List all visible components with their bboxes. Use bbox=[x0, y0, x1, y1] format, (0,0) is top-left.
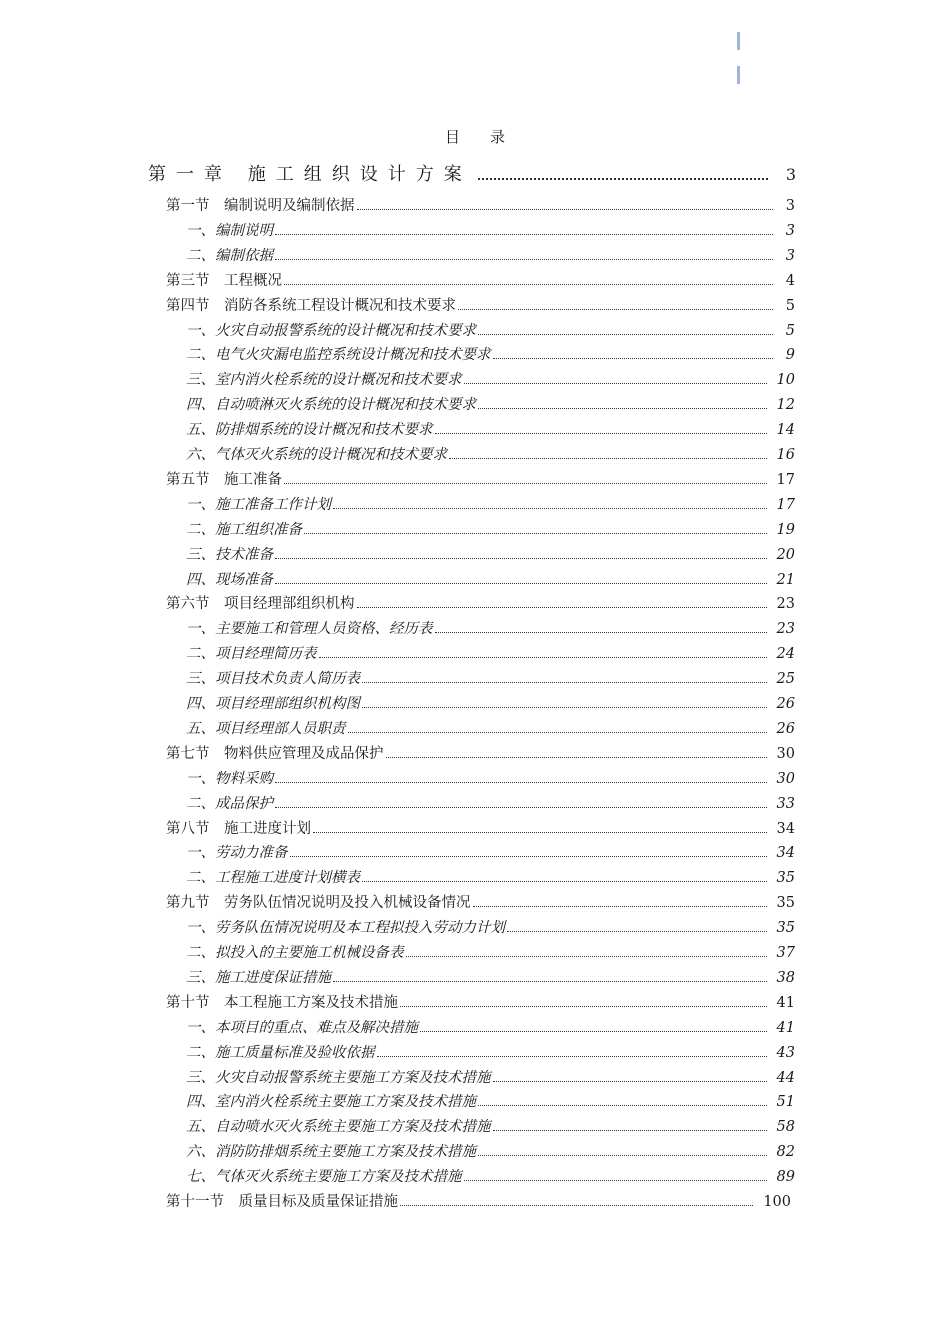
toc-leader-dots bbox=[478, 334, 773, 335]
toc-entry-label: 第九节 劳务队伍情况说明及投入机械设备情况 bbox=[166, 895, 471, 912]
toc-subsection-entry[interactable] bbox=[186, 219, 795, 243]
toc-leader-dots bbox=[507, 931, 767, 932]
toc-subsection-entry[interactable] bbox=[186, 617, 795, 641]
toc-entry-page: 82 bbox=[776, 1144, 795, 1161]
toc-section-entry[interactable] bbox=[166, 891, 795, 915]
toc-entry-label: 二、拟投入的主要施工机械设备表 bbox=[186, 945, 404, 961]
toc-entry-label: 二、电气火灾漏电监控系统设计概况和技术要求 bbox=[186, 347, 491, 364]
toc-entry-page: 3 bbox=[785, 247, 795, 264]
toc-entry-page: 9 bbox=[785, 347, 795, 364]
toc-leader-dots bbox=[348, 732, 767, 733]
toc-entry-label: 六、消防防排烟系统主要施工方案及技术措施 bbox=[186, 1144, 476, 1161]
toc-leader-dots bbox=[275, 782, 767, 783]
toc-entry-page: 100 bbox=[763, 1194, 791, 1210]
toc-entry-label: 第七节 物料供应管理及成品保护 bbox=[166, 745, 384, 762]
toc-title: 目录 bbox=[444, 128, 535, 146]
toc-subsection-entry[interactable] bbox=[186, 841, 795, 865]
toc-entry-label: 五、项目经理部人员职责 bbox=[186, 720, 346, 737]
toc-entry-label: 四、项目经理部组织机构图 bbox=[186, 696, 360, 712]
toc-entry-page: 58 bbox=[776, 1119, 795, 1136]
toc-entry-page: 3 bbox=[785, 222, 795, 239]
toc-entry-page: 23 bbox=[776, 596, 795, 613]
toc-leader-dots bbox=[275, 807, 767, 808]
toc-subsection-entry[interactable] bbox=[186, 443, 795, 467]
toc-subsection-entry[interactable] bbox=[186, 1066, 795, 1090]
toc-leader-dots bbox=[406, 956, 767, 957]
toc-entry-label: 一、劳动力准备 bbox=[186, 845, 288, 862]
toc-entry-page: 35 bbox=[776, 920, 795, 937]
toc-leader-dots bbox=[435, 632, 767, 633]
toc-entry-label: 三、火灾自动报警系统主要施工方案及技术措施 bbox=[186, 1069, 491, 1086]
toc-entry-label: 四、现场准备 bbox=[186, 571, 273, 588]
toc-section-entry[interactable] bbox=[166, 817, 795, 841]
toc-entry-label: 二、编制依据 bbox=[186, 247, 273, 264]
toc-entry-label: 第五节 施工准备 bbox=[166, 471, 282, 488]
toc-entry-page: 5 bbox=[785, 322, 795, 339]
toc-entry-page: 35 bbox=[776, 895, 795, 912]
toc-section-entry[interactable] bbox=[166, 294, 795, 318]
toc-entry-page: 43 bbox=[776, 1044, 795, 1061]
toc-subsection-entry[interactable] bbox=[186, 792, 795, 816]
toc-entry-label: 一、施工准备工作计划 bbox=[186, 496, 331, 513]
toc-entry-label: 第三节 工程概况 bbox=[166, 272, 282, 289]
toc-leader-dots bbox=[377, 1056, 767, 1057]
toc-entry-page: 34 bbox=[776, 845, 795, 862]
toc-entry-label: 第十节 本工程施工方案及技术措施 bbox=[166, 994, 398, 1011]
toc-entry-label: 二、施工质量标准及验收依据 bbox=[186, 1044, 375, 1061]
toc-leader-dots bbox=[357, 209, 774, 210]
toc-entry-page: 89 bbox=[776, 1169, 795, 1186]
toc-chapter-entry[interactable] bbox=[148, 160, 796, 186]
toc-entry-label: 二、工程施工进度计划横表 bbox=[186, 870, 360, 887]
toc-entry-label: 二、项目经理简历表 bbox=[186, 646, 317, 663]
toc-subsection-entry[interactable] bbox=[186, 941, 795, 965]
toc-subsection-entry[interactable] bbox=[186, 493, 795, 517]
toc-leader-dots bbox=[362, 682, 767, 683]
toc-entry-label: 五、自动喷水灭火系统主要施工方案及技术措施 bbox=[186, 1119, 491, 1136]
toc-entry-label: 七、气体灭火系统主要施工方案及技术措施 bbox=[186, 1169, 462, 1186]
toc-entry-page: 10 bbox=[776, 372, 795, 389]
toc-section-entry[interactable] bbox=[166, 194, 795, 218]
toc-leader-dots bbox=[493, 358, 774, 359]
toc-subsection-entry[interactable] bbox=[186, 642, 795, 666]
toc-entry-label: 二、施工组织准备 bbox=[186, 521, 302, 538]
toc-subsection-entry[interactable] bbox=[186, 244, 795, 268]
decorative-mark-bottom bbox=[737, 66, 740, 84]
toc-leader-dots bbox=[464, 1180, 767, 1181]
toc-leader-dots bbox=[493, 1081, 767, 1082]
toc-entry-page: 26 bbox=[776, 696, 795, 712]
toc-leader-dots bbox=[458, 309, 773, 310]
toc-leader-dots bbox=[362, 707, 767, 708]
toc-entry-label: 四、自动喷淋灭火系统的设计概况和技术要求 bbox=[186, 397, 476, 414]
toc-entry-label: 六、气体灭火系统的设计概况和技术要求 bbox=[186, 447, 447, 463]
toc-subsection-entry[interactable] bbox=[186, 866, 795, 890]
toc-subsection-entry[interactable] bbox=[186, 692, 795, 716]
decorative-mark-top bbox=[737, 32, 740, 50]
toc-leader-dots bbox=[362, 881, 767, 882]
toc-entry-page: 41 bbox=[776, 994, 795, 1011]
toc-section-entry[interactable] bbox=[166, 269, 795, 293]
toc-leader-dots bbox=[478, 408, 767, 409]
toc-subsection-entry[interactable] bbox=[186, 1165, 795, 1189]
toc-entry-page: 26 bbox=[776, 720, 795, 737]
toc-entry-label: 三、室内消火栓系统的设计概况和技术要求 bbox=[186, 372, 462, 389]
toc-entry-label: 五、防排烟系统的设计概况和技术要求 bbox=[186, 422, 433, 439]
toc-entry-page: 20 bbox=[776, 546, 795, 563]
toc-leader-dots bbox=[478, 1155, 767, 1156]
toc-leader-dots bbox=[493, 1130, 767, 1131]
toc-subsection-entry[interactable] bbox=[186, 767, 795, 791]
toc-subsection-entry[interactable] bbox=[186, 418, 795, 442]
toc-leader-dots bbox=[304, 533, 767, 534]
toc-entry-page: 17 bbox=[776, 471, 795, 488]
toc-entry-page: 51 bbox=[776, 1094, 795, 1111]
toc-entry-page: 3 bbox=[785, 198, 795, 214]
toc-leader-dots bbox=[333, 508, 767, 509]
toc-entry-label: 一、主要施工和管理人员资格、经历表 bbox=[186, 621, 433, 638]
toc-entry-page: 14 bbox=[776, 422, 795, 439]
toc-entry-label: 二、成品保护 bbox=[186, 795, 273, 812]
toc-chapter-page: 3 bbox=[785, 165, 796, 184]
toc-subsection-entry[interactable] bbox=[186, 1115, 795, 1139]
toc-entry-page: 41 bbox=[776, 1019, 795, 1036]
toc-entry-page: 5 bbox=[785, 297, 795, 314]
toc-leader-dots bbox=[478, 1105, 767, 1106]
toc-entry-label: 三、施工进度保证措施 bbox=[186, 969, 331, 986]
toc-entry-label: 一、编制说明 bbox=[186, 222, 273, 239]
toc-leader-dots bbox=[275, 259, 773, 260]
toc-leader-dots bbox=[313, 832, 767, 833]
toc-entry-label: 一、火灾自动报警系统的设计概况和技术要求 bbox=[186, 322, 476, 339]
toc-entry-page: 12 bbox=[776, 397, 795, 414]
toc-entry-label: 一、本项目的重点、难点及解决措施 bbox=[186, 1019, 418, 1036]
toc-subsection-entry[interactable] bbox=[186, 1090, 795, 1114]
toc-subsection-entry[interactable] bbox=[186, 1016, 795, 1040]
toc-entry-page: 16 bbox=[776, 447, 795, 463]
toc-subsection-entry[interactable] bbox=[186, 966, 795, 990]
toc-entry-page: 4 bbox=[785, 272, 795, 289]
toc-subsection-entry[interactable] bbox=[186, 343, 795, 367]
toc-subsection-entry[interactable] bbox=[186, 717, 795, 741]
toc-entry-label: 第四节 消防各系统工程设计概况和技术要求 bbox=[166, 297, 456, 314]
toc-leader-dots bbox=[275, 234, 773, 235]
toc-entry-page: 34 bbox=[776, 820, 795, 837]
toc-subsection-entry[interactable] bbox=[186, 319, 795, 343]
toc-leader-dots bbox=[420, 1031, 767, 1032]
toc-leader-dots bbox=[464, 383, 767, 384]
toc-entry-label: 第六节 项目经理部组织机构 bbox=[166, 596, 355, 613]
toc-entry-label: 三、技术准备 bbox=[186, 546, 273, 563]
toc-entry-page: 23 bbox=[776, 621, 795, 638]
toc-leader-dots bbox=[275, 583, 767, 584]
toc-entry-page: 30 bbox=[776, 745, 795, 762]
toc-leader-dots bbox=[275, 558, 767, 559]
toc-leader-dots bbox=[284, 284, 773, 285]
toc-entry-page: 37 bbox=[776, 945, 795, 961]
toc-leader-dots bbox=[357, 607, 767, 608]
toc-entry-page: 17 bbox=[776, 496, 795, 513]
toc-entry-label: 一、物料采购 bbox=[186, 770, 273, 787]
toc-subsection-entry[interactable] bbox=[186, 393, 795, 417]
toc-leader-dots bbox=[290, 856, 767, 857]
toc-subsection-entry[interactable] bbox=[186, 667, 795, 691]
toc-entry-page: 24 bbox=[776, 646, 795, 663]
toc-entry-label: 一、劳务队伍情况说明及本工程拟投入劳动力计划 bbox=[186, 920, 505, 937]
toc-entry-page: 44 bbox=[776, 1069, 795, 1086]
toc-section-entry[interactable] bbox=[166, 991, 795, 1015]
toc-leader-dots bbox=[319, 657, 767, 658]
toc-entry-page: 19 bbox=[776, 521, 795, 538]
toc-leader-dots bbox=[386, 757, 767, 758]
toc-subsection-entry[interactable] bbox=[186, 368, 795, 392]
toc-entry-page: 21 bbox=[776, 571, 795, 588]
toc-entry-page: 30 bbox=[776, 770, 795, 787]
toc-leader-dots bbox=[449, 458, 767, 459]
toc-entry-label: 第一节 编制说明及编制依据 bbox=[166, 198, 355, 214]
toc-subsection-entry[interactable] bbox=[186, 568, 795, 592]
toc-entry-label: 第八节 施工进度计划 bbox=[166, 820, 311, 837]
toc-subsection-entry[interactable] bbox=[186, 916, 795, 940]
toc-chapter-label: 第一章 施工组织设计方案 bbox=[148, 164, 472, 185]
toc-entry-page: 38 bbox=[776, 969, 795, 986]
toc-subsection-entry[interactable] bbox=[186, 1041, 795, 1065]
toc-leader-dots bbox=[478, 178, 768, 180]
toc-leader-dots bbox=[284, 483, 767, 484]
toc-section-entry[interactable] bbox=[166, 468, 795, 492]
toc-entry-label: 四、室内消火栓系统主要施工方案及技术措施 bbox=[186, 1094, 476, 1111]
toc-leader-dots bbox=[333, 981, 767, 982]
toc-leader-dots bbox=[400, 1205, 753, 1206]
toc-leader-dots bbox=[473, 906, 767, 907]
toc-subsection-entry[interactable] bbox=[186, 518, 795, 542]
toc-leader-dots bbox=[435, 433, 767, 434]
toc-section-entry[interactable] bbox=[166, 742, 795, 766]
toc-subsection-entry[interactable] bbox=[186, 543, 795, 567]
toc-entry-label: 三、项目技术负责人简历表 bbox=[186, 671, 360, 688]
toc-leader-dots bbox=[400, 1006, 767, 1007]
toc-entry-page: 25 bbox=[776, 671, 795, 688]
toc-entry-page: 33 bbox=[776, 795, 795, 812]
toc-section-entry[interactable] bbox=[166, 1190, 791, 1214]
toc-subsection-entry[interactable] bbox=[186, 1140, 795, 1164]
toc-section-entry[interactable] bbox=[166, 592, 795, 616]
toc-entry-page: 35 bbox=[776, 870, 795, 887]
toc-entry-label: 第十一节 质量目标及质量保证措施 bbox=[166, 1194, 398, 1210]
